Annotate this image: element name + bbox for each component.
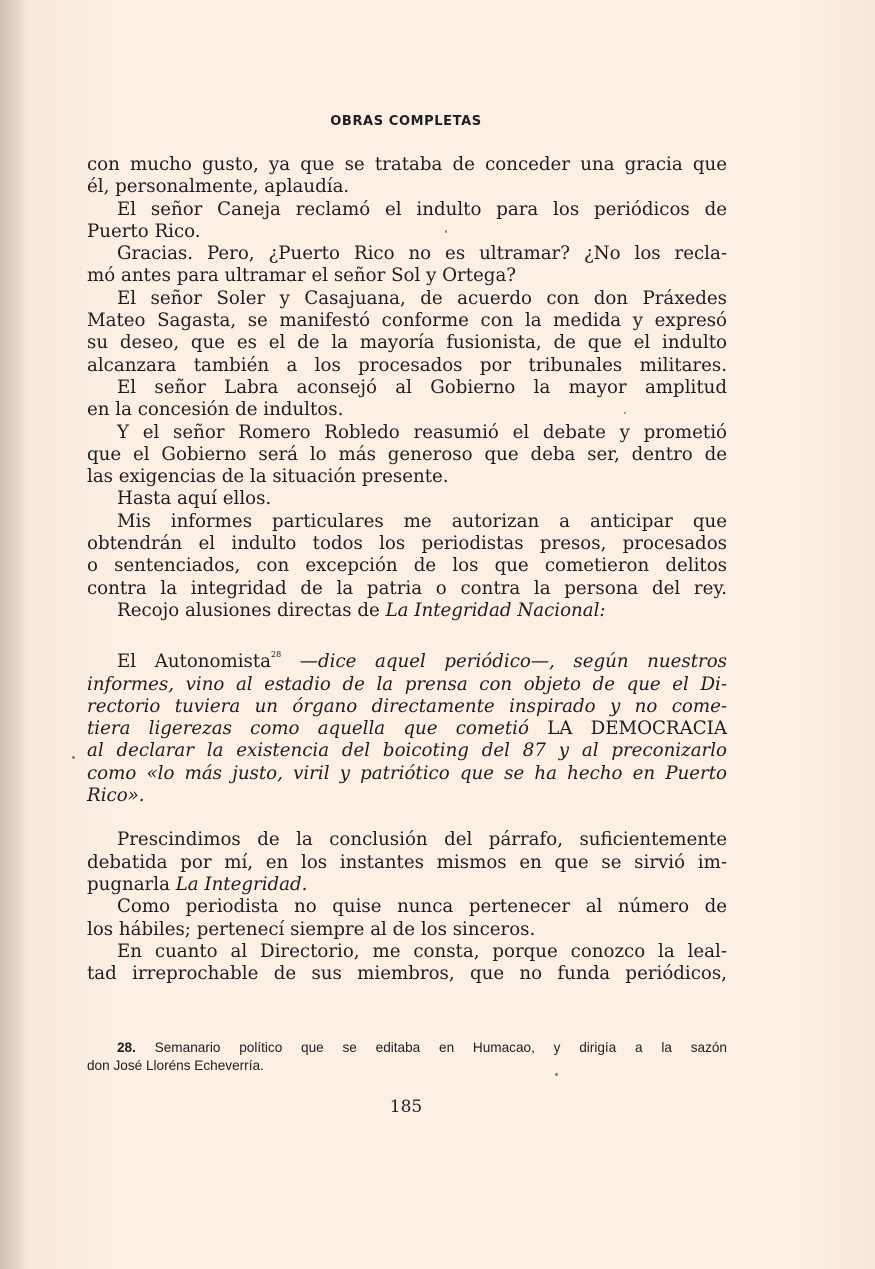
- text-line: El señor Soler y Casajuana, de acuerdo con don Práxedes: [117, 287, 727, 309]
- paper-speck: [555, 1073, 558, 1076]
- quote-line: informes, vino al estadio de la prensa con objeto de que el Di-: [87, 673, 727, 695]
- text-line: Prescindimos de la conclusión del párrafo, suficientemente: [117, 829, 727, 851]
- paper-speck: [72, 756, 75, 759]
- page-body: [87, 154, 727, 985]
- text-line: Puerto Rico.: [87, 220, 201, 242]
- quote-line: [87, 644, 727, 673]
- footnote-number: 28.: [117, 1040, 136, 1055]
- text-line: con mucho gusto, ya que se trataba de conceder una gracia que: [87, 154, 727, 175]
- text-line: En cuanto al Directorio, me consta, porque conozco la leal-: [117, 940, 727, 962]
- text-line: él, personalmente, aplaudía.: [87, 176, 350, 198]
- page-number: 185: [389, 1097, 423, 1117]
- text-line: Y el señor Romero Robledo reasumió el debate y prometió: [117, 421, 727, 443]
- newspaper-title: La Integridad Nacional:: [385, 599, 606, 621]
- block-quote: [87, 644, 727, 807]
- page-gutter-shadow: [0, 0, 26, 1269]
- quote-line: Rico».: [87, 785, 145, 807]
- text-line: Gracias. Pero, ¿Puerto Rico no es ultramar? ¿No los recla-: [117, 243, 727, 265]
- quote-intro-line: [87, 600, 727, 622]
- footnote-line: [87, 1039, 727, 1057]
- footnote-text: Semanario político que se editaba en Humacao, y dirigía a la sazón: [135, 1040, 727, 1055]
- paper-speck: [624, 412, 626, 414]
- text-line: o sentenciados, con excepción de los que cometieron delitos: [87, 555, 727, 577]
- text-line: Como periodista no quise nunca pertenecer al número de: [117, 896, 727, 918]
- running-header: OBRAS COMPLETAS: [330, 114, 482, 129]
- quote-line: rectorio tuviera un órgano directamente inspirado y no come-: [87, 695, 727, 717]
- newspaper-title: La Integridad.: [175, 873, 308, 895]
- text-line: las exigencias de la situación presente.: [87, 466, 449, 488]
- quote-intro-text: Recojo alusiones directas de: [117, 599, 386, 621]
- text-line: Hasta aquí ellos.: [117, 488, 272, 510]
- quote-newspaper-name: El Autonomista: [117, 651, 272, 673]
- quote-text: tiera ligerezas como aquella que cometió: [87, 718, 548, 740]
- text-line: que el Gobierno será lo más generoso que deba ser, dentro de: [87, 443, 727, 465]
- text-line: debatida por mí, en los instantes mismos en que se sirvió im-: [87, 851, 727, 873]
- text-line: Mis informes particulares me autorizan a anticipar que: [117, 510, 727, 532]
- paper-speck: [445, 230, 447, 233]
- text-line: alcanzara también a los procesados por tribunales militares.: [87, 354, 727, 376]
- quote-line: como «lo más justo, viril y patriótico que se ha hecho en Puerto: [87, 762, 727, 784]
- text-fragment: pugnarla: [87, 873, 176, 895]
- text-line: obtendrán el indulto todos los periodistas presos, procesados: [87, 533, 727, 555]
- text-line: en la concesión de indultos.: [87, 399, 344, 421]
- text-line: tad irreprochable de sus miembros, que no funda periódicos,: [87, 963, 727, 985]
- text-line: los hábiles; pertenecí siempre al de los sinceros.: [87, 918, 536, 940]
- footnote-line: don José Lloréns Echeverría.: [87, 1058, 264, 1073]
- text-line: contra la integridad de la patria o contra la persona del rey.: [87, 577, 727, 599]
- text-line: El señor Caneja reclamó el indulto para los periódicos de: [117, 198, 727, 220]
- text-line: mó antes para ultramar el señor Sol y Ortega?: [87, 265, 517, 287]
- footnote-reference: 28: [271, 650, 282, 660]
- newspaper-name-caps: LA DEMOCRACIA: [547, 718, 728, 740]
- footnote: [87, 1039, 727, 1075]
- quote-line: [87, 718, 727, 740]
- text-line: El señor Labra aconsejó al Gobierno la mayor amplitud: [117, 376, 727, 398]
- text-line: [87, 874, 727, 896]
- quote-line: al declarar la existencia del boicoting del 87 y al preconizarlo: [87, 740, 727, 762]
- text-line: Mateo Sagasta, se manifestó conforme con la medida y expresó: [87, 310, 727, 332]
- text-line: su deseo, que es el de la mayoría fusionista, de que el indulto: [87, 332, 727, 354]
- quote-text: —dice aquel periódico—, según nuestros: [281, 651, 727, 673]
